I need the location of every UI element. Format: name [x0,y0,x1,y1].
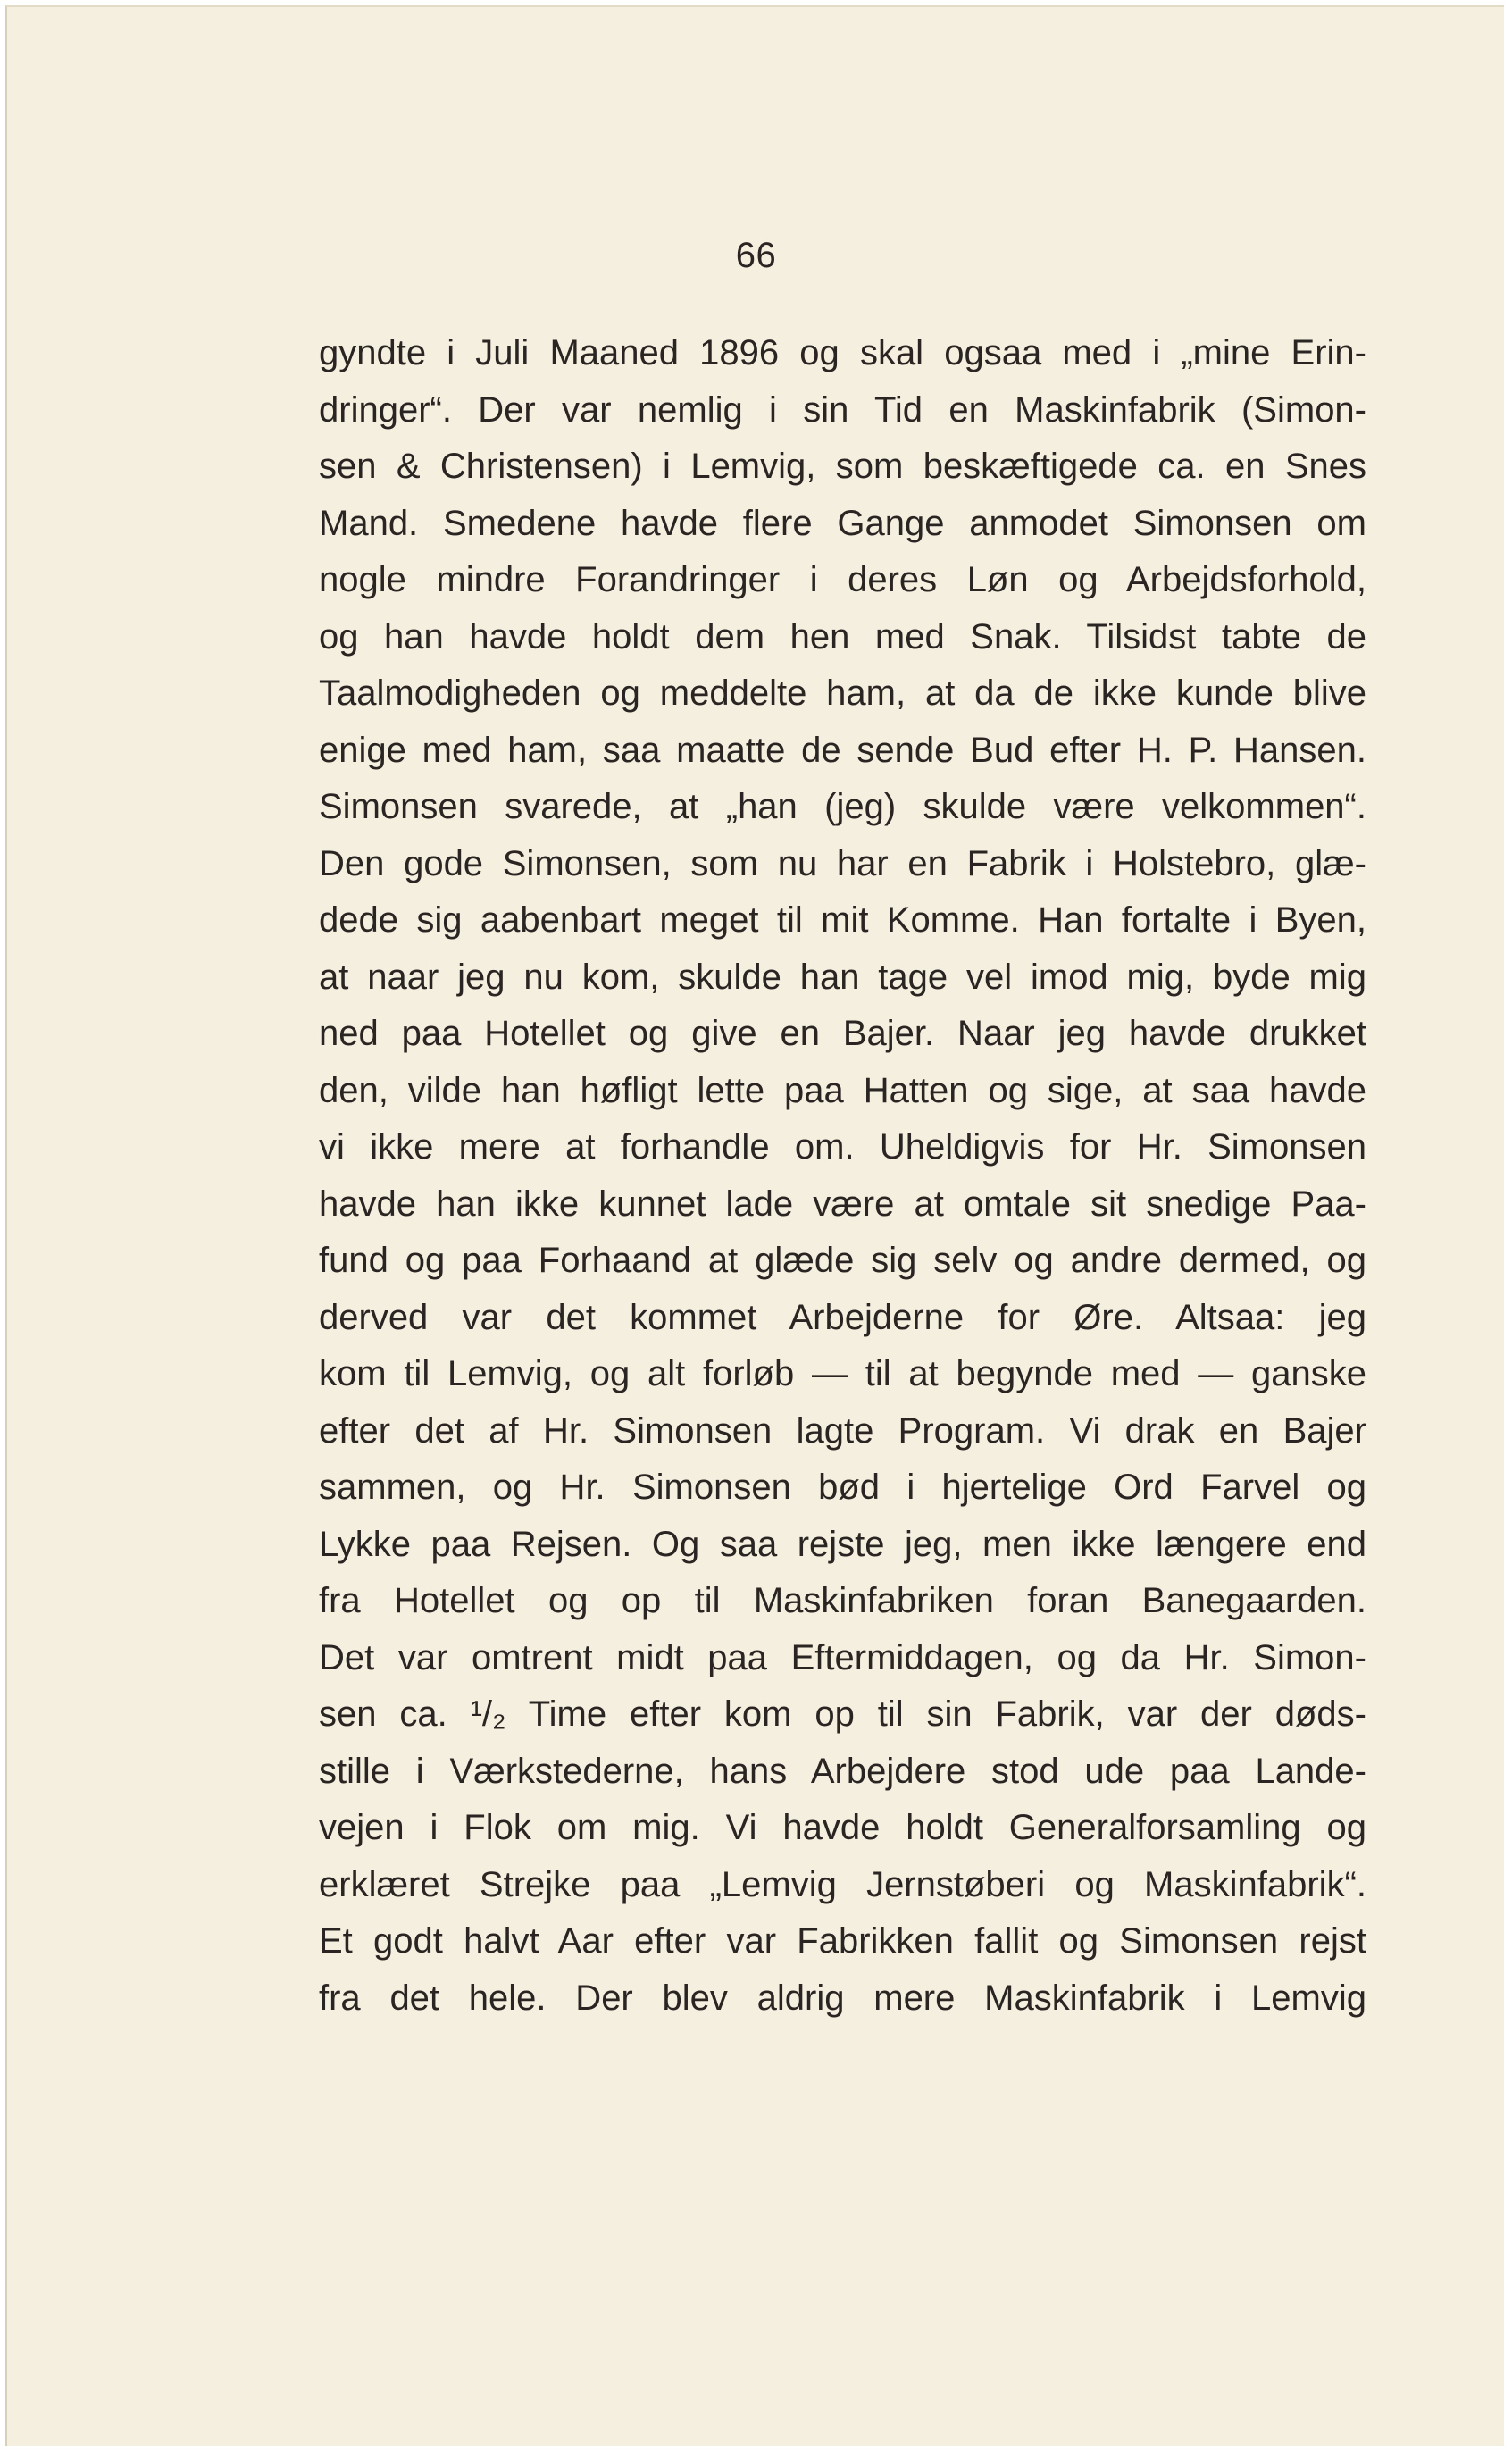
text-line: efter det af Hr. Simonsen lagte Program. Vi drak en Bajer [319,1410,1366,1451]
text-line: Taalmodigheden og meddelte ham, at da de ikke kunde blive [319,673,1366,713]
text-line: sammen, og Hr. Simonsen bød i hjertelige Ord Farvel og [319,1468,1366,1507]
text-line: vi ikke mere at forhandle om. Uheldigvis for Hr. Simonsen [319,1127,1366,1167]
text-line: enige med ham, saa maatte de sende Bud efter H. P. Hansen. [319,730,1366,770]
text-line: Et godt halvt Aar efter var Fabrikken fallit og Simonsen rejst [319,1921,1366,1961]
body-text [319,325,1366,2027]
text-line: kom til Lemvig, og alt forløb — til at begynde med — ganske [319,1354,1366,1393]
text-line: sen & Christensen) i Lemvig, som beskæftigede ca. en Snes [319,447,1366,486]
text-line: og han havde holdt dem hen med Snak. Tilsidst tabte de [319,616,1366,657]
text-line: Det var omtrent midt paa Eftermiddagen, og da Hr. Simon- [319,1637,1366,1677]
text-line: gyndte i Juli Maaned 1896 og skal ogsaa med i „mine Erin- [319,333,1366,372]
text-line: fund og paa Forhaand at glæde sig selv og andre dermed, og [319,1241,1366,1280]
text-line: stille i Værkstederne, hans Arbejdere stod ude paa Lande- [319,1751,1366,1791]
text-line: Mand. Smedene havde flere Gange anmodet Simonsen om [319,503,1366,543]
text-line: Simonsen svarede, at „han (jeg) skulde være velkommen“. [319,787,1366,826]
page-number: 66 [735,236,777,275]
text-line: erklæret Strejke paa „Lemvig Jernstøberi og Maskinfabrik“. [319,1864,1366,1904]
text-line: fra det hele. Der blev aldrig mere Maskinfabrik i Lemvig [319,1978,1366,2018]
text-line: fra Hotellet og op til Maskinfabriken foran Banegaarden. [319,1581,1366,1620]
text-line: at naar jeg nu kom, skulde han tage vel imod mig, byde mig [319,957,1366,997]
text-line: dringer“. Der var nemlig i sin Tid en Maskinfabrik (Simon- [319,389,1366,430]
text-line: sen ca. ¹/₂ Time efter kom op til sin Fabrik, var der døds- [319,1694,1366,1734]
text-line: Lykke paa Rejsen. Og saa rejste jeg, men ikke længere end [319,1524,1366,1564]
text-line: derved var det kommet Arbejderne for Øre. Altsaa: jeg [319,1297,1366,1337]
text-line: nogle mindre Forandringer i deres Løn og Arbejdsforhold, [319,560,1366,599]
text-line: ned paa Hotellet og give en Bajer. Naar jeg havde drukket [319,1014,1366,1053]
text-line: dede sig aabenbart meget til mit Komme. Han fortalte i Byen, [319,900,1366,940]
text-line: vejen i Flok om mig. Vi havde holdt Generalforsamling og [319,1808,1366,1847]
text-line: den, vilde han høfligt lette paa Hatten og sige, at saa havde [319,1070,1366,1110]
text-line: Den gode Simonsen, som nu har en Fabrik i Holstebro, glæ- [319,843,1366,883]
text-line: havde han ikke kunnet lade være at omtale sit snedige Paa- [319,1184,1366,1224]
